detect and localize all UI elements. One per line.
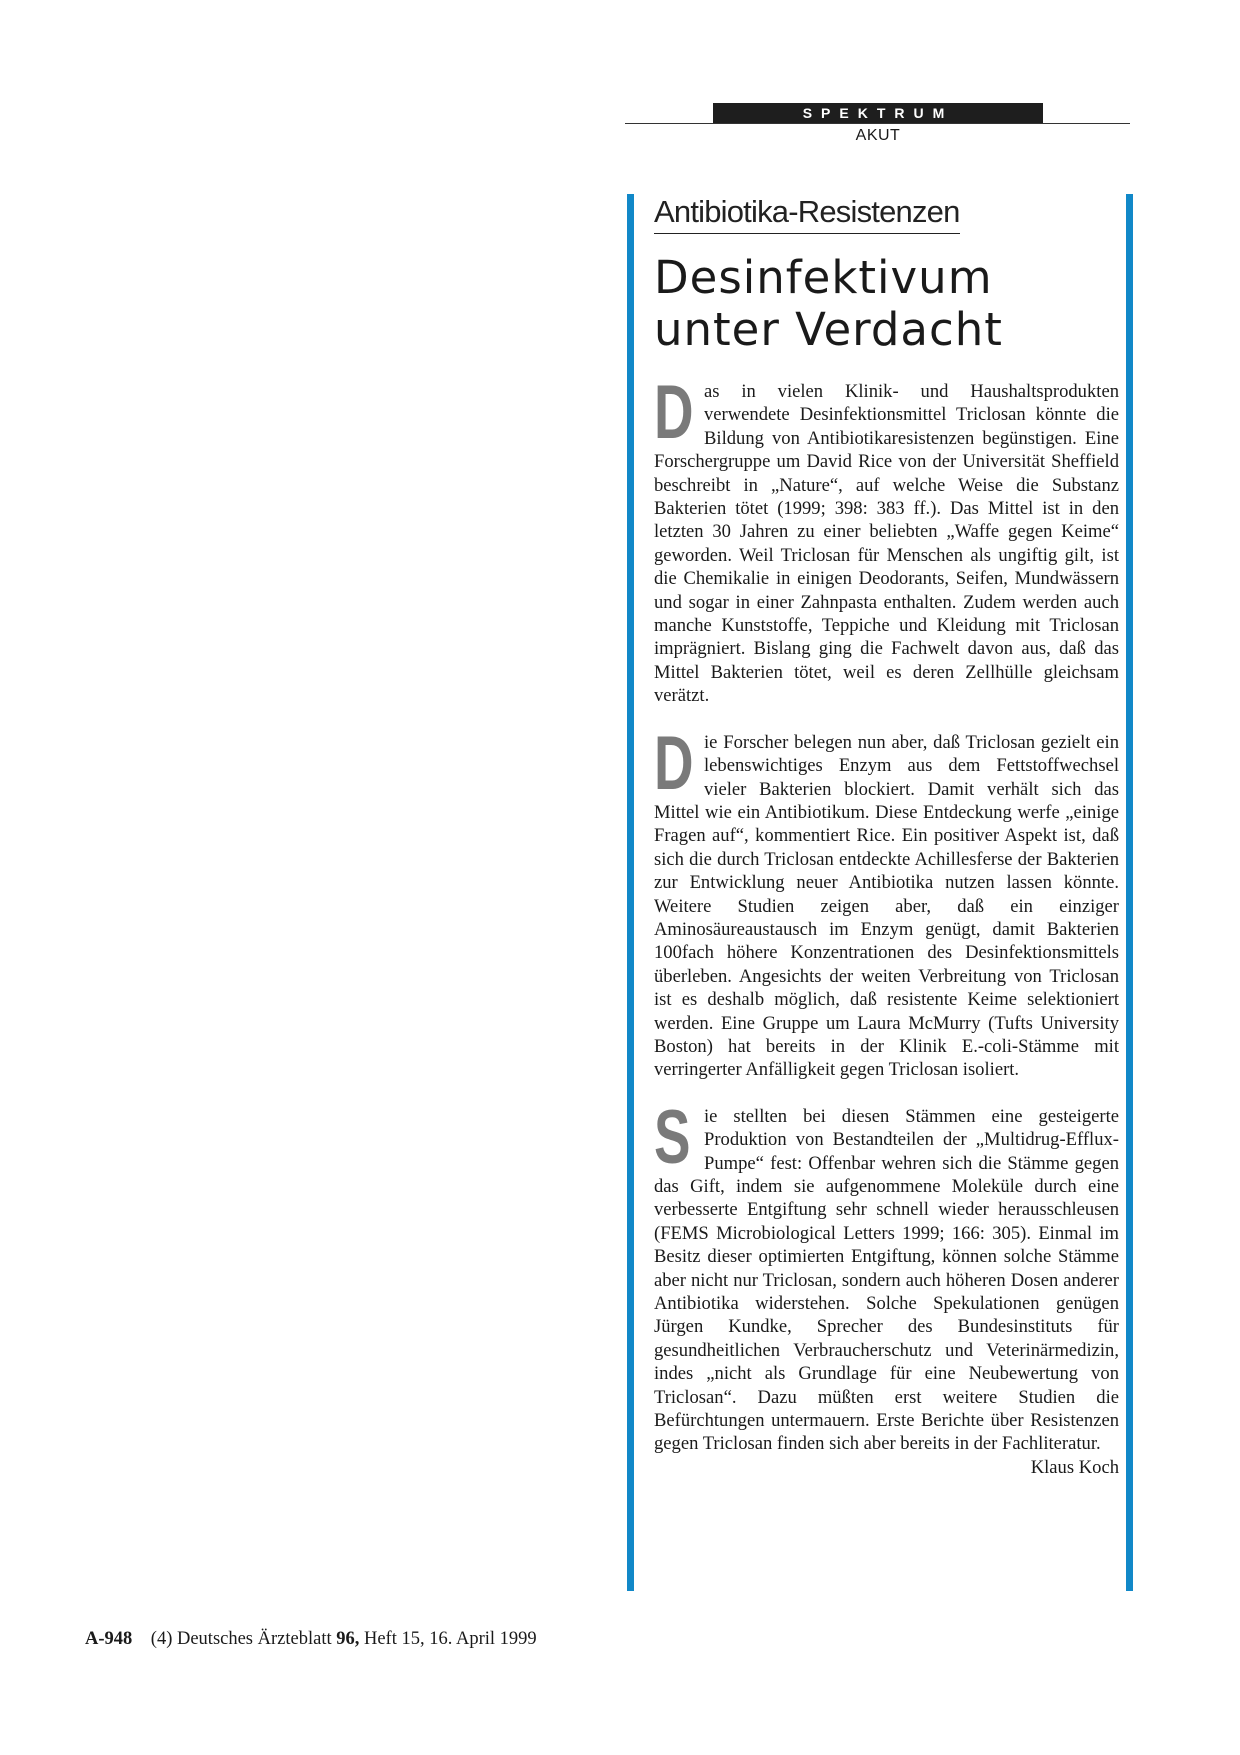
- headline-line-2: unter Verdacht: [654, 303, 1003, 356]
- volume-number: 96,: [336, 1629, 360, 1649]
- article-body: [654, 370, 1119, 1479]
- article-author: Klaus Koch: [1030, 1456, 1119, 1478]
- page-number: A-948: [85, 1629, 133, 1649]
- issue-date: Heft 15, 16. April 1999: [363, 1629, 537, 1649]
- paragraph-text: ie Forscher belegen nun aber, daß Triclosan gezielt ein lebenswichtiges Enzym aus dem Fettstoffwechsel vieler Bakterien blockiert. Damit verhält sich das Mittel wie ein Antibiotikum. Diese Entdeckung werfe „einige Fragen auf“, kommentiert Rice. Ein positiver Aspekt ist, daß sich die durch Triclosan entdeckte Achillesferse der Bakterien zur Entwicklung neuer Antibiotika nutzen lassen könnte. Weitere Studien zeigen aber, daß ein einziger Aminosäureaustausch im Enzym genügt, damit Bakterien 100fach höhere Konzentrationen des Desinfektionsmittels überleben. Angesichts der weiten Verbreitung von Triclosan ist es deshalb möglich, daß resistente Keime selektioniert werden. Eine Gruppe um Laura McMurry (Tufts University Boston) hat bereits in der Klinik E.-coli-Stämme mit verringerter Anfälligkeit gegen Triclosan isoliert.: [654, 731, 1119, 1081]
- dropcap: D: [654, 370, 694, 455]
- paragraph-1: [654, 370, 1119, 708]
- article-headline: [654, 252, 1114, 356]
- dropcap: S: [654, 1094, 691, 1180]
- paragraph-3: [654, 1094, 1119, 1478]
- article-kicker: Antibiotika-Resistenzen: [654, 194, 960, 234]
- dropcap: D: [654, 720, 694, 806]
- article-box: [627, 194, 1133, 1591]
- paragraph-text: ie stellten bei diesen Stämmen eine gesteigerte Produktion von Bestandteilen der „Multidrug-Efflux-Pumpe“ fest: Offenbar wehren sich die Stämme gegen das Gift, indem sie aufgenommene Moleküle durch eine verbesserte Entgiftung sehr schnell wieder herausschleusen (FEMS Microbiological Letters 1999; 166: 305). Einmal im Besitz dieser optimierten Entgiftung, können solche Stämme aber nicht nur Triclosan, sondern auch höheren Dosen anderer Antibiotika widerstehen. Solche Spekulationen genügen Jürgen Kundke, Sprecher des Bundesinstituts für gesundheitlichen Verbraucherschutz und Veterinärmedizin, indes „nicht als Grundlage für eine Neubewertung von Triclosan“. Dazu müßten erst weitere Studien die Befürchtungen untermauern. Erste Berichte über Resistenzen gegen Triclosan finden sich aber bereits in der Fachliteratur.: [654, 1105, 1119, 1455]
- journal-name: (4) Deutsches Ärzteblatt: [150, 1629, 332, 1649]
- header-rule: [625, 123, 1130, 124]
- paragraph-text: as in vielen Klinik- und Haushaltsprodukten verwendete Desinfektionsmittel Triclosan könnte die Bildung von Antibiotikaresistenzen begünstigen. Eine Forschergruppe um David Rice von der Universität Sheffield beschreibt in „Nature“, auf welche Weise die Substanz Bakterien tötet (1999; 398: 383 ff.). Das Mittel ist in den letzten 30 Jahren zu einer beliebten „Waffe gegen Keime“ geworden. Weil Triclosan für Menschen als ungiftig gilt, ist die Chemikalie in einigen Deodorants, Seifen, Mundwässern und sogar in einer Zahnpasta enthalten. Zudem werden auch manche Kunststoffe, Teppiche und Kleidung mit Triclosan imprägniert. Bislang ging die Fachwelt davon aus, daß das Mittel Bakterien tötet, weil es deren Zellhülle gleichsam verätzt.: [654, 381, 1119, 707]
- page-footer: [85, 1629, 537, 1650]
- subsection-label: AKUT: [855, 127, 901, 144]
- section-label: SPEKTRUM: [713, 103, 1043, 123]
- headline-line-1: Desinfektivum: [654, 251, 993, 304]
- paragraph-2: [654, 720, 1119, 1082]
